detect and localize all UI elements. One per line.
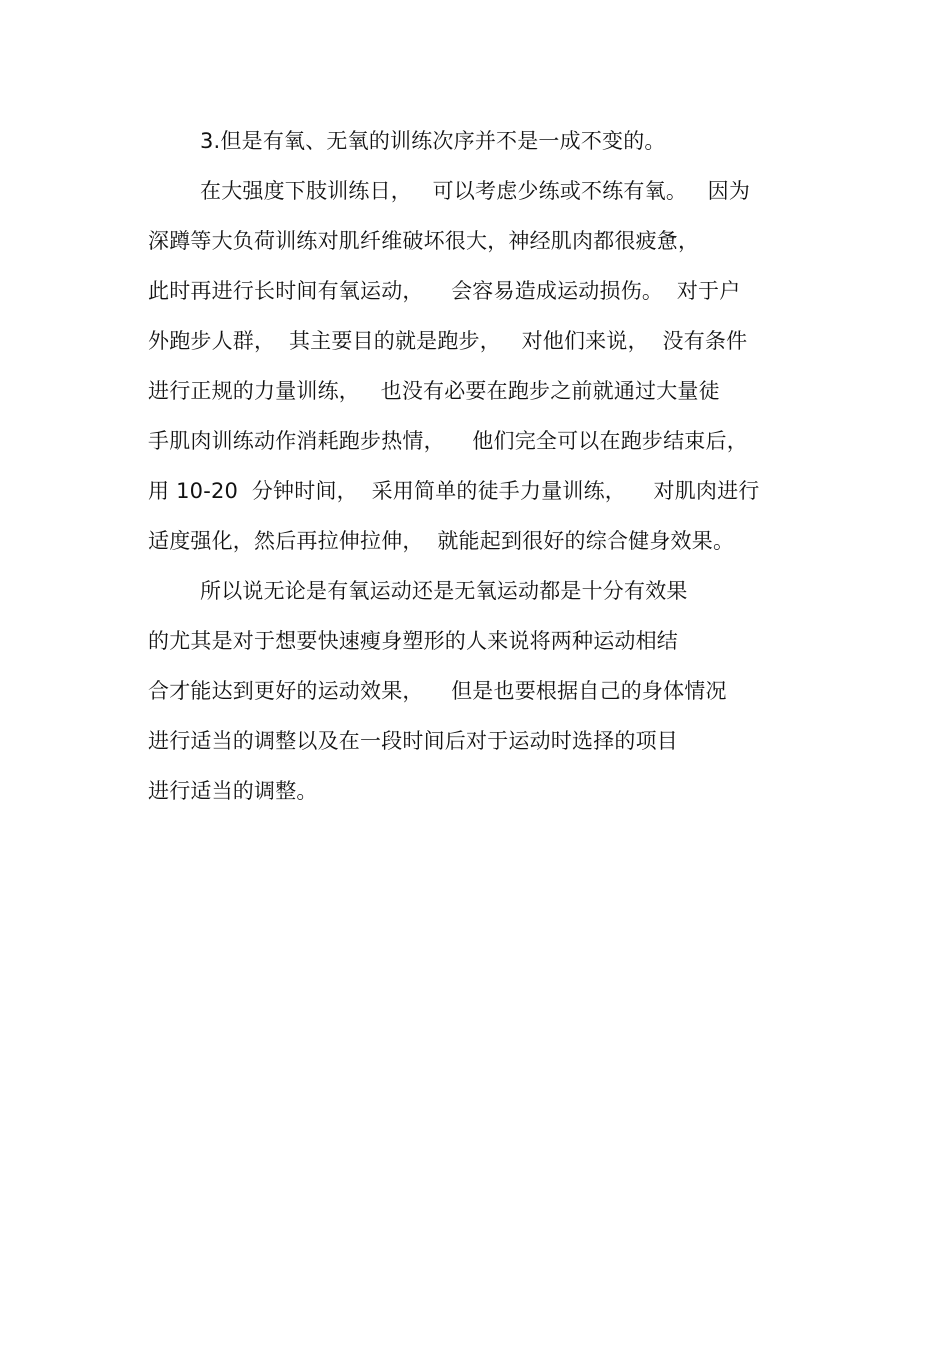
paragraph-line: 外跑步人群， 其主要目的就是跑步， 对他们来说， 没有条件	[148, 329, 748, 353]
paragraph-line: 深蹲等大负荷训练对肌纤维破坏很大，神经肌肉都很疲惫，	[148, 229, 700, 253]
paragraph-line: 在大强度下肢训练日， 可以考虑少练或不练有氧。 因为	[200, 179, 751, 203]
paragraph-line: 适度强化，然后再拉伸拉伸， 就能起到很好的综合健身效果。	[148, 529, 735, 553]
paragraph-line: 的尤其是对于想要快速瘦身塑形的人来说将两种运动相结	[148, 629, 678, 653]
paragraph-line: 所以说无论是有氧运动还是无氧运动都是十分有效果	[200, 579, 688, 603]
paragraph-line: 用 10-20 分钟时间， 采用简单的徒手力量训练， 对肌肉进行	[148, 479, 760, 503]
paragraph-line: 手肌肉训练动作消耗跑步热情， 他们完全可以在跑步结束后，	[148, 429, 748, 453]
paragraph-line: 进行适当的调整以及在一段时间后对于运动时选择的项目	[148, 729, 678, 753]
paragraph-line: 合才能达到更好的运动效果， 但是也要根据自己的身体情况	[148, 679, 727, 703]
paragraph-line: 此时再进行长时间有氧运动， 会容易造成运动损伤。 对于户	[148, 279, 741, 303]
paragraph-line: 进行正规的力量训练， 也没有必要在跑步之前就通过大量徒	[148, 379, 720, 403]
paragraph-heading-line: 3.但是有氧、无氧的训练次序并不是一成不变的。	[200, 129, 666, 153]
paragraph-line: 进行适当的调整。	[148, 779, 318, 803]
